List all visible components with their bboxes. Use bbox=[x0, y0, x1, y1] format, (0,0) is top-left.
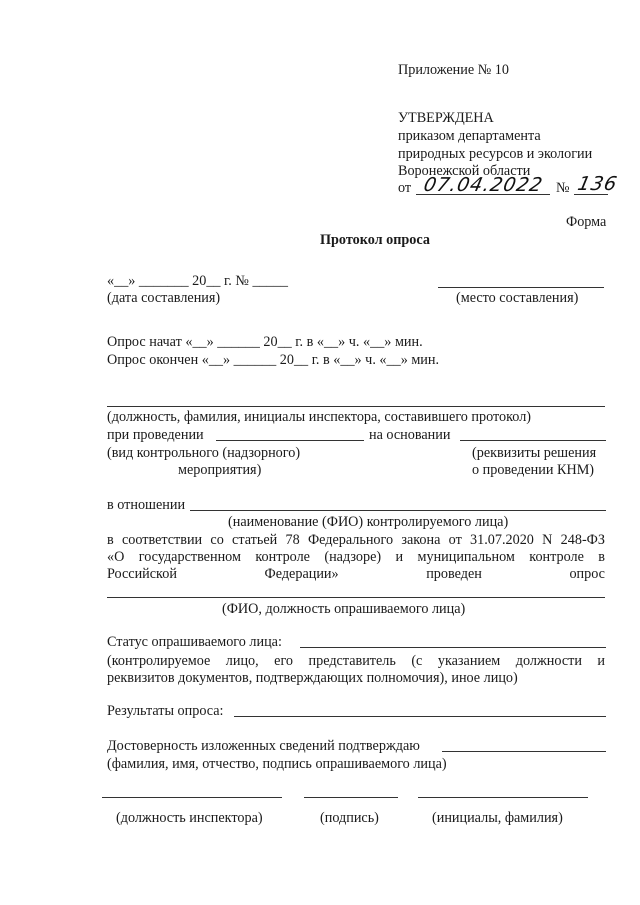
inspector-underline bbox=[107, 406, 605, 407]
regarding-underline bbox=[190, 510, 606, 511]
appendix-label: Приложение № 10 bbox=[398, 62, 509, 78]
law-line-2: «О государственном контроле (надзоре) и муниципальном контроле в bbox=[107, 549, 605, 565]
respondent-underline bbox=[107, 597, 605, 598]
place-underline bbox=[438, 287, 604, 288]
end-line: Опрос окончен «__» ______ 20__ г. в «__» ч. «__» мин. bbox=[107, 352, 440, 368]
approved-label: УТВЕРЖДЕНА bbox=[398, 110, 494, 126]
results-label: Результаты опроса: bbox=[107, 703, 224, 719]
inspector-caption: (должность, фамилия, инициалы инспектора, составившего протокол) bbox=[107, 409, 532, 425]
regarding-label: в отношении bbox=[107, 497, 186, 513]
order-line-3: Воронежской области bbox=[398, 163, 531, 179]
signature-caption: (подпись) bbox=[320, 810, 379, 826]
date-caption: (дата составления) bbox=[107, 290, 221, 306]
confirm-caption: (фамилия, имя, отчество, подпись опрашиваемого лица) bbox=[107, 756, 447, 772]
document-title: Протокол опроса bbox=[320, 232, 430, 248]
inspector-sign-underline bbox=[102, 797, 282, 798]
basis-underline bbox=[460, 440, 606, 441]
details-caption-1: (реквизиты решения bbox=[472, 445, 597, 461]
status-underline bbox=[300, 647, 606, 648]
inspector-position-caption: (должность инспектора) bbox=[116, 810, 263, 826]
place-caption: (место составления) bbox=[456, 290, 579, 306]
number-prefix: № bbox=[556, 180, 570, 196]
law-line-3-part-b: Федерации» bbox=[264, 566, 339, 582]
during-label: при проведении bbox=[107, 427, 204, 443]
kind-caption-1: (вид контрольного (надзорного) bbox=[107, 445, 301, 461]
form-label: Форма bbox=[566, 214, 607, 230]
law-line-3-part-c: проведен bbox=[426, 566, 482, 582]
confirm-label: Достоверность изложенных сведений подтверждаю bbox=[107, 738, 420, 754]
during-underline bbox=[216, 440, 364, 441]
respondent-caption: (ФИО, должность опрашиваемого лица) bbox=[222, 601, 466, 617]
order-line-2: природных ресурсов и экологии bbox=[398, 146, 593, 162]
signature-underline bbox=[304, 797, 398, 798]
initials-caption: (инициалы, фамилия) bbox=[432, 810, 563, 826]
initials-underline bbox=[418, 797, 588, 798]
law-line-3-part-d: опрос bbox=[569, 566, 605, 582]
status-caption-2: реквизитов документов, подтверждающих полномочия), иное лицо) bbox=[107, 670, 518, 686]
details-caption-2: о проведении КНМ) bbox=[472, 462, 595, 478]
handwritten-number: 136 bbox=[575, 173, 620, 195]
handwritten-date: 07.04.2022 bbox=[421, 174, 546, 196]
results-underline bbox=[234, 716, 606, 717]
entity-caption: (наименование (ФИО) контролируемого лица) bbox=[228, 514, 509, 530]
confirm-underline bbox=[442, 751, 606, 752]
status-caption-1: (контролируемое лицо, его представитель (с указанием должности и bbox=[107, 653, 605, 669]
date-number-line: «__» _______ 20__ г. № _____ bbox=[107, 273, 288, 289]
date-prefix: от bbox=[398, 180, 412, 196]
start-line: Опрос начат «__» ______ 20__ г. в «__» ч. «__» мин. bbox=[107, 334, 423, 350]
law-line-1: в соответствии со статьей 78 Федерального закона от 31.07.2020 N 248-ФЗ bbox=[107, 532, 605, 548]
status-label: Статус опрашиваемого лица: bbox=[107, 634, 282, 650]
order-line-1: приказом департамента bbox=[398, 128, 541, 144]
kind-caption-2: мероприятия) bbox=[178, 462, 262, 478]
law-line-3 bbox=[107, 566, 605, 583]
basis-label: на основании bbox=[369, 427, 451, 443]
law-line-3-part-a: Российской bbox=[107, 566, 177, 582]
